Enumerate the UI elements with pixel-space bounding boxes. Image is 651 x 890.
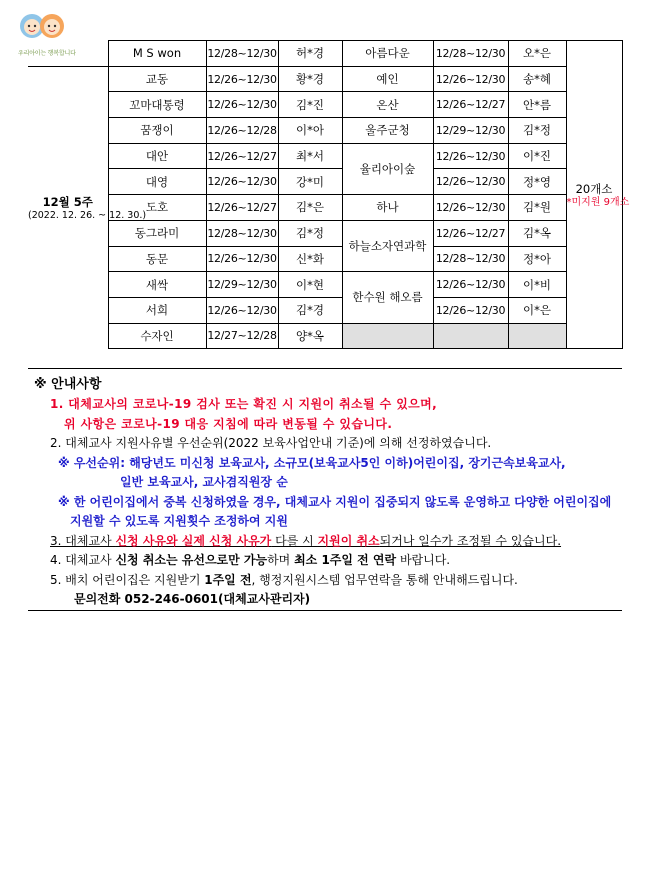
notice-item-2: 2. 대체교사 지원사유별 우선순위(2022 보육사업안내 기준)에 의해 선정하였습니다. bbox=[50, 436, 492, 450]
notice-heading: ※ 안내사항 bbox=[34, 377, 102, 392]
center-name: 꼬마대통령 bbox=[108, 92, 206, 118]
priority-note-cont: 일반 보육교사, 교사겸직원장 순 bbox=[120, 475, 288, 489]
center-name: 예인 bbox=[342, 66, 433, 92]
teacher-name: 김*정 bbox=[508, 118, 566, 144]
notice-3-suffix: 되거나 일수가 조정될 수 있습니다. bbox=[379, 533, 562, 548]
table-row bbox=[28, 143, 622, 169]
teacher-name: 이*진 bbox=[508, 143, 566, 169]
notice-4-prefix: 4. 대체교사 bbox=[50, 553, 116, 567]
support-period: 12/28~12/30 bbox=[206, 41, 278, 67]
duplicate-note: ※ 한 어린이집에서 중복 신청하였을 경우, 대체교사 지원이 집중되지 않도록 운영하고 다양한 어린이집에 bbox=[58, 494, 612, 509]
notice-4-emph-1: 신청 취소는 유선으로만 가능 bbox=[115, 553, 268, 567]
support-period: 12/27~12/28 bbox=[206, 323, 278, 349]
empty-cell bbox=[508, 323, 566, 349]
teacher-name: 이*아 bbox=[278, 118, 342, 144]
teacher-name: 황*경 bbox=[278, 66, 342, 92]
support-period: 12/26~12/27 bbox=[433, 92, 508, 118]
teacher-name: 최*서 bbox=[278, 143, 342, 169]
support-period: 12/26~12/30 bbox=[206, 66, 278, 92]
center-name: 대영 bbox=[108, 169, 206, 195]
logo-tagline: 우리아이는 행복합니다 bbox=[18, 50, 76, 57]
center-name: 하늘소자연과학 bbox=[342, 220, 433, 271]
teacher-name: 신*화 bbox=[278, 246, 342, 272]
week-label-cell bbox=[28, 41, 108, 67]
teacher-name: 김*정 bbox=[278, 220, 342, 246]
notice-5-suffix: , 행정지원시스템 업무연락을 통해 안내해드립니다. bbox=[251, 572, 518, 587]
center-name: 울주군청 bbox=[342, 118, 433, 144]
divider bbox=[28, 368, 622, 369]
notice-4-emph-2: 최소 1주일 전 연락 bbox=[294, 553, 397, 567]
support-period: 12/26~12/30 bbox=[433, 297, 508, 323]
support-period: 12/26~12/30 bbox=[433, 272, 508, 298]
schedule-table bbox=[28, 40, 630, 349]
week-range: (2022. 12. 26. ~ 12. 30.) bbox=[28, 209, 147, 221]
teacher-name: 안*름 bbox=[508, 92, 566, 118]
support-period: 12/26~12/30 bbox=[433, 169, 508, 195]
notice-item-4 bbox=[28, 551, 622, 571]
divider bbox=[28, 610, 622, 611]
support-period: 12/29~12/30 bbox=[206, 272, 278, 298]
table-row bbox=[28, 66, 622, 92]
center-name: 온산 bbox=[342, 92, 433, 118]
teacher-name: 김*진 bbox=[278, 92, 342, 118]
teacher-name: 이*은 bbox=[508, 297, 566, 323]
center-name: 새싹 bbox=[108, 272, 206, 298]
unsupported-count: *미지원 9개소 bbox=[566, 196, 630, 208]
support-period: 12/28~12/30 bbox=[206, 220, 278, 246]
support-period: 12/26~12/27 bbox=[206, 195, 278, 221]
center-name: 도호 bbox=[108, 195, 206, 221]
notice-5-emph: 1주일 전 bbox=[204, 572, 252, 587]
center-name: 동그라미 bbox=[108, 220, 206, 246]
teacher-name: 정*영 bbox=[508, 169, 566, 195]
duplicate-note-cont: 지원할 수 있도록 지원횟수 조정하여 지원 bbox=[70, 514, 288, 528]
teacher-name: 이*비 bbox=[508, 272, 566, 298]
teacher-name: 김*옥 bbox=[508, 220, 566, 246]
support-period: 12/26~12/30 bbox=[206, 246, 278, 272]
table-row bbox=[28, 323, 622, 349]
teacher-name: 이*현 bbox=[278, 272, 342, 298]
notice-5-prefix: 5. 배치 어린이집은 지원받기 bbox=[50, 572, 205, 587]
notice-4-mid: 하며 bbox=[267, 553, 295, 567]
teacher-name: 허*경 bbox=[278, 41, 342, 67]
support-period: 12/29~12/30 bbox=[433, 118, 508, 144]
support-period: 12/26~12/27 bbox=[206, 143, 278, 169]
notice-section bbox=[28, 368, 622, 611]
summary-cell bbox=[566, 41, 630, 349]
notice-3-mid: 다를 시 bbox=[271, 533, 318, 548]
teacher-name: 양*옥 bbox=[278, 323, 342, 349]
center-name: 하나 bbox=[342, 195, 433, 221]
week-title: 12월 5주 bbox=[42, 194, 93, 209]
center-name: 수자인 bbox=[108, 323, 206, 349]
teacher-name: 오*은 bbox=[508, 41, 566, 67]
empty-cell bbox=[433, 323, 508, 349]
table-row bbox=[28, 169, 622, 195]
table-row bbox=[28, 246, 622, 272]
total-count: 20개소 bbox=[575, 181, 613, 196]
support-period: 12/26~12/28 bbox=[206, 118, 278, 144]
notice-3-prefix: 3. 대체교사 bbox=[50, 533, 116, 548]
notice-4-suffix: 바랍니다. bbox=[396, 553, 451, 567]
support-period: 12/28~12/30 bbox=[433, 41, 508, 67]
table-row bbox=[28, 220, 622, 246]
teacher-name: 강*미 bbox=[278, 169, 342, 195]
empty-cell bbox=[342, 323, 433, 349]
support-period: 12/26~12/30 bbox=[206, 297, 278, 323]
notice-3-emph-1: 신청 사유와 실제 신청 사유가 bbox=[115, 533, 272, 548]
table-row bbox=[28, 272, 622, 298]
support-period: 12/28~12/30 bbox=[433, 246, 508, 272]
center-name: 동문 bbox=[108, 246, 206, 272]
notice-3-emph-2: 지원이 취소 bbox=[317, 533, 380, 548]
center-name: 꿈쟁이 bbox=[108, 118, 206, 144]
support-period: 12/26~12/27 bbox=[433, 220, 508, 246]
center-name: 한수원 해오름 bbox=[342, 272, 433, 323]
priority-note: ※ 우선순위: 해당년도 미신청 보육교사, 소규모(보육교사5인 이하)어린이집, 장기근속보육교사, bbox=[58, 455, 566, 470]
center-name: 대안 bbox=[108, 143, 206, 169]
support-period: 12/26~12/30 bbox=[206, 92, 278, 118]
teacher-name: 김*경 bbox=[278, 297, 342, 323]
table-row bbox=[28, 118, 622, 144]
notice-item-5 bbox=[28, 571, 622, 591]
table-row bbox=[28, 297, 622, 323]
support-period: 12/26~12/30 bbox=[433, 195, 508, 221]
teacher-name: 정*아 bbox=[508, 246, 566, 272]
center-name: M S won bbox=[108, 41, 206, 67]
week-label-cell bbox=[28, 66, 147, 349]
center-name: 서희 bbox=[108, 297, 206, 323]
table-row bbox=[28, 41, 622, 67]
notice-item-1: 1. 대체교사의 코로나-19 검사 또는 확진 시 지원이 취소될 수 있으며, bbox=[50, 397, 438, 411]
teacher-name: 송*혜 bbox=[508, 66, 566, 92]
center-name: 아름다운 bbox=[342, 41, 433, 67]
teacher-name: 김*원 bbox=[508, 195, 566, 221]
children-logo-icon bbox=[12, 10, 72, 44]
center-name: 율리아이숲 bbox=[342, 143, 433, 194]
support-period: 12/26~12/30 bbox=[433, 66, 508, 92]
support-period: 12/26~12/30 bbox=[206, 169, 278, 195]
center-name: 교동 bbox=[108, 66, 206, 92]
support-period: 12/26~12/30 bbox=[433, 143, 508, 169]
notice-item-3 bbox=[28, 532, 622, 552]
teacher-name: 김*은 bbox=[278, 195, 342, 221]
notice-item-1-cont: 위 사항은 코로나-19 대응 지침에 따라 변동될 수 있습니다. bbox=[64, 416, 393, 431]
contact-line: 문의전화 052-246-0601(대체교사관리자) bbox=[74, 592, 311, 606]
table-row bbox=[28, 92, 622, 118]
